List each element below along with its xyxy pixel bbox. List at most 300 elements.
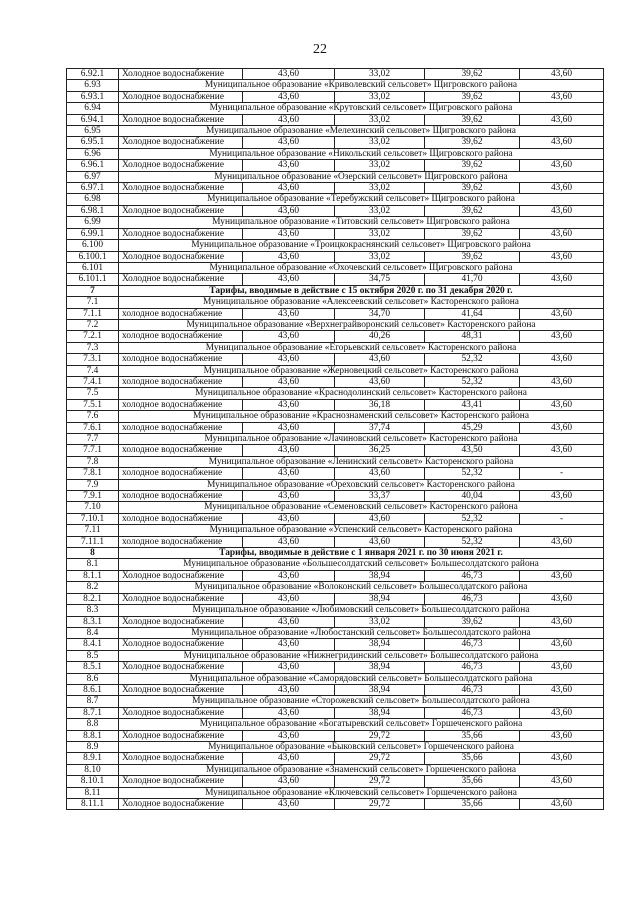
tariff-value-v1: 43,60: [243, 707, 335, 718]
tariff-value-v4: 43,60: [520, 251, 604, 262]
row-number: 6.95: [67, 126, 119, 137]
tariff-row: [67, 183, 604, 194]
service-name: холодное водоснабжение: [119, 331, 243, 342]
tariff-value-v2: 34,75: [335, 274, 425, 285]
tariff-value-v1: 43,60: [243, 445, 335, 456]
row-number: 7.7: [67, 434, 119, 445]
tariff-value-v1: 43,60: [243, 331, 335, 342]
row-number: 6.96.1: [67, 160, 119, 171]
tariff-value-v1: 43,60: [243, 662, 335, 673]
municipality-title: Муниципальное образование «Охочевский сельсовет» Щигровского района: [119, 262, 604, 273]
tariff-value-v2: 36,25: [335, 445, 425, 456]
tariff-value-v1: 43,60: [243, 205, 335, 216]
row-number: 8.5.1: [67, 662, 119, 673]
row-number: 6.98: [67, 194, 119, 205]
row-number: 8.3: [67, 605, 119, 616]
tariff-value-v3: 45,29: [425, 422, 520, 433]
row-number: 7.6.1: [67, 422, 119, 433]
municipality-title: Муниципальное образование «Жерновецкий сельсовет» Касторенского района: [119, 365, 604, 376]
tariff-value-v1: 43,60: [243, 593, 335, 604]
municipality-title: Муниципальное образование «Озерский сельсовет» Щигровского района: [119, 171, 604, 182]
municipality-row: [67, 456, 604, 467]
tariff-value-v3: 39,62: [425, 160, 520, 171]
tariff-row: [67, 274, 604, 285]
tariff-value-v2: 43,60: [335, 513, 425, 524]
municipality-title: Муниципальное образование «Титовский сельсовет» Щигровского района: [119, 217, 604, 228]
tariff-value-v2: 33,37: [335, 491, 425, 502]
municipality-title: Муниципальное образование «Быковский сельсовет» Горшеченского района: [119, 741, 604, 752]
tariff-value-v3: 35,66: [425, 799, 520, 810]
service-name: Холодное водоснабжение: [119, 639, 243, 650]
tariff-row: [67, 593, 604, 604]
tariff-value-v3: 46,73: [425, 593, 520, 604]
municipality-title: Муниципальное образование «Любостанский сельсовет» Большесолдатского района: [119, 627, 604, 638]
row-number: 8.8.1: [67, 730, 119, 741]
tariff-value-v4: 43,60: [520, 183, 604, 194]
tariff-row: [67, 445, 604, 456]
municipality-row: [67, 80, 604, 91]
tariff-value-v2: 33,02: [335, 114, 425, 125]
municipality-title: Муниципальное образование «Ленинский сельсовет» Касторенского района: [119, 456, 604, 467]
tariff-value-v1: 43,60: [243, 776, 335, 787]
municipality-row: [67, 627, 604, 638]
tariff-value-v2: 33,02: [335, 137, 425, 148]
municipality-row: [67, 217, 604, 228]
service-name: Холодное водоснабжение: [119, 69, 243, 80]
tariff-value-v3: 46,73: [425, 662, 520, 673]
tariff-value-v1: 43,60: [243, 308, 335, 319]
service-name: холодное водоснабжение: [119, 536, 243, 547]
municipality-row: [67, 673, 604, 684]
tariff-value-v3: 46,73: [425, 707, 520, 718]
tariff-value-v1: 43,60: [243, 799, 335, 810]
tariff-value-v4: 43,60: [520, 69, 604, 80]
row-number: 8.4.1: [67, 639, 119, 650]
tariff-value-v3: 39,62: [425, 91, 520, 102]
tariff-value-v1: 43,60: [243, 376, 335, 387]
municipality-row: [67, 650, 604, 661]
tariff-value-v3: 40,04: [425, 491, 520, 502]
tariff-value-v4: 43,60: [520, 91, 604, 102]
municipality-row: [67, 262, 604, 273]
tariff-value-v1: 43,60: [243, 753, 335, 764]
tariff-row: [67, 137, 604, 148]
municipality-row: [67, 741, 604, 752]
service-name: Холодное водоснабжение: [119, 183, 243, 194]
municipality-row: [67, 342, 604, 353]
tariff-value-v3: 41,64: [425, 308, 520, 319]
tariff-value-v2: 29,72: [335, 799, 425, 810]
service-name: холодное водоснабжение: [119, 308, 243, 319]
municipality-title: Муниципальное образование «Волоконский сельсовет» Большесолдатского района: [119, 582, 604, 593]
row-number: 6.99: [67, 217, 119, 228]
tariff-value-v4: 43,60: [520, 730, 604, 741]
municipality-row: [67, 126, 604, 137]
tariff-value-v1: 43,60: [243, 616, 335, 627]
service-name: холодное водоснабжение: [119, 422, 243, 433]
tariff-value-v3: 46,73: [425, 684, 520, 695]
tariff-value-v3: 43,41: [425, 399, 520, 410]
municipality-title: Муниципальное образование «Краснознаменский сельсовет» Касторенского района: [119, 411, 604, 422]
municipality-title: Муниципальное образование «Сторожевский сельсовет» Большесолдатского района: [119, 696, 604, 707]
tariff-value-v4: 43,60: [520, 274, 604, 285]
municipality-title: Муниципальное образование «Большесолдатский сельсовет» Большесолдатского района: [119, 559, 604, 570]
row-number: 8.3.1: [67, 616, 119, 627]
tariff-value-v1: 43,60: [243, 422, 335, 433]
municipality-row: [67, 194, 604, 205]
row-number: 7.11: [67, 525, 119, 536]
section-header-row: [67, 285, 604, 296]
municipality-row: [67, 411, 604, 422]
tariff-value-v4: 43,60: [520, 707, 604, 718]
tariff-value-v2: 33,02: [335, 228, 425, 239]
municipality-row: [67, 171, 604, 182]
row-number: 6.100.1: [67, 251, 119, 262]
service-name: холодное водоснабжение: [119, 376, 243, 387]
tariff-value-v2: 33,02: [335, 205, 425, 216]
tariff-value-v1: 43,60: [243, 251, 335, 262]
tariff-value-v2: 29,72: [335, 776, 425, 787]
tariff-value-v1: 43,60: [243, 684, 335, 695]
row-number: 7.11.1: [67, 536, 119, 547]
tariff-value-v2: 33,02: [335, 69, 425, 80]
tariff-value-v3: 39,62: [425, 616, 520, 627]
tariff-value-v3: 43,50: [425, 445, 520, 456]
municipality-title: Муниципальное образование «Верхнеграйворонский сельсовет» Касторенского района: [119, 319, 604, 330]
row-number: 7.3.1: [67, 354, 119, 365]
service-name: Холодное водоснабжение: [119, 707, 243, 718]
tariff-value-v2: 38,94: [335, 684, 425, 695]
row-number: 7.3: [67, 342, 119, 353]
tariff-value-v2: 33,02: [335, 616, 425, 627]
tariff-row: [67, 228, 604, 239]
tariff-value-v2: 43,60: [335, 376, 425, 387]
municipality-row: [67, 525, 604, 536]
tariff-value-v3: 52,32: [425, 536, 520, 547]
municipality-row: [67, 319, 604, 330]
tariff-value-v4: -: [520, 468, 604, 479]
row-number: 8.2.1: [67, 593, 119, 604]
tariff-value-v4: 43,60: [520, 445, 604, 456]
row-number: 8.10.1: [67, 776, 119, 787]
tariff-value-v3: 39,62: [425, 69, 520, 80]
tariff-value-v2: 29,72: [335, 730, 425, 741]
municipality-row: [67, 365, 604, 376]
row-number: 8.11.1: [67, 799, 119, 810]
tariff-value-v4: 43,60: [520, 753, 604, 764]
row-number: 7.8: [67, 456, 119, 467]
municipality-row: [67, 240, 604, 251]
tariff-value-v2: 36,18: [335, 399, 425, 410]
row-number: 6.99.1: [67, 228, 119, 239]
tariff-value-v2: 33,02: [335, 160, 425, 171]
row-number: 6.93.1: [67, 91, 119, 102]
municipality-row: [67, 787, 604, 798]
municipality-row: [67, 479, 604, 490]
tariff-value-v1: 43,60: [243, 183, 335, 194]
tariff-value-v1: 43,60: [243, 114, 335, 125]
tariff-row: [67, 114, 604, 125]
tariff-value-v4: 43,60: [520, 354, 604, 365]
row-number: 6.96: [67, 148, 119, 159]
municipality-title: Муниципальное образование «Нижнегридинский сельсовет» Большесолдатского района: [119, 650, 604, 661]
tariff-value-v4: 43,60: [520, 205, 604, 216]
service-name: Холодное водоснабжение: [119, 114, 243, 125]
service-name: Холодное водоснабжение: [119, 205, 243, 216]
row-number: 8.11: [67, 787, 119, 798]
tariff-row: [67, 776, 604, 787]
tariff-value-v3: 35,66: [425, 753, 520, 764]
tariff-value-v4: 43,60: [520, 376, 604, 387]
service-name: Холодное водоснабжение: [119, 91, 243, 102]
tariff-value-v2: 34,70: [335, 308, 425, 319]
municipality-row: [67, 764, 604, 775]
tariff-value-v4: 43,60: [520, 331, 604, 342]
tariff-row: [67, 491, 604, 502]
tariff-value-v3: 46,73: [425, 639, 520, 650]
row-number: 8.1.1: [67, 570, 119, 581]
municipality-row: [67, 388, 604, 399]
municipality-title: Муниципальное образование «Троицкокраснянский сельсовет» Щигровского района: [119, 240, 604, 251]
tariff-row: [67, 730, 604, 741]
row-number: 7.10: [67, 502, 119, 513]
tariff-value-v2: 40,26: [335, 331, 425, 342]
service-name: Холодное водоснабжение: [119, 753, 243, 764]
tariff-value-v1: 43,60: [243, 354, 335, 365]
row-number: 8.7.1: [67, 707, 119, 718]
tariff-value-v1: 43,60: [243, 399, 335, 410]
municipality-row: [67, 696, 604, 707]
tariff-value-v3: 39,62: [425, 205, 520, 216]
tariff-value-v1: 43,60: [243, 730, 335, 741]
municipality-title: Муниципальное образование «Мелехинский сельсовет» Щигровского района: [119, 126, 604, 137]
tariff-value-v3: 39,62: [425, 137, 520, 148]
tariff-value-v4: 43,60: [520, 491, 604, 502]
tariff-row: [67, 468, 604, 479]
tariff-value-v1: 43,60: [243, 468, 335, 479]
tariff-row: [67, 753, 604, 764]
tariff-value-v3: 52,32: [425, 376, 520, 387]
tariff-row: [67, 160, 604, 171]
tariff-value-v4: 43,60: [520, 536, 604, 547]
tariff-value-v3: 48,31: [425, 331, 520, 342]
service-name: Холодное водоснабжение: [119, 160, 243, 171]
row-number: 7.1.1: [67, 308, 119, 319]
municipality-title: Муниципальное образование «Криволевский сельсовет» Щигровского района: [119, 80, 604, 91]
tariff-row: [67, 707, 604, 718]
municipality-title: Муниципальное образование «Любимовский сельсовет» Большесолдатского района: [119, 605, 604, 616]
row-number: 8.5: [67, 650, 119, 661]
row-number: 6.97: [67, 171, 119, 182]
service-name: Холодное водоснабжение: [119, 776, 243, 787]
municipality-row: [67, 434, 604, 445]
service-name: Холодное водоснабжение: [119, 730, 243, 741]
tariff-value-v2: 43,60: [335, 468, 425, 479]
row-number: 8.7: [67, 696, 119, 707]
service-name: холодное водоснабжение: [119, 513, 243, 524]
municipality-title: Муниципальное образование «Ореховский сельсовет» Касторенского района: [119, 479, 604, 490]
municipality-title: Муниципальное образование «Лачиновский сельсовет» Касторенского района: [119, 434, 604, 445]
row-number: 7.5: [67, 388, 119, 399]
tariff-value-v3: 52,32: [425, 513, 520, 524]
tariff-value-v3: 39,62: [425, 251, 520, 262]
municipality-title: Муниципальное образование «Успенский сельсовет» Касторенского района: [119, 525, 604, 536]
service-name: холодное водоснабжение: [119, 445, 243, 456]
tariff-row: [67, 799, 604, 810]
row-number: 7.7.1: [67, 445, 119, 456]
tariff-value-v1: 43,60: [243, 536, 335, 547]
tariff-value-v1: 43,60: [243, 639, 335, 650]
tariff-value-v4: 43,60: [520, 684, 604, 695]
tariff-row: [67, 399, 604, 410]
tariff-value-v4: 43,60: [520, 114, 604, 125]
tariff-value-v4: 43,60: [520, 776, 604, 787]
tariff-value-v2: 33,02: [335, 91, 425, 102]
municipality-row: [67, 103, 604, 114]
row-number: 6.94.1: [67, 114, 119, 125]
tariff-row: [67, 354, 604, 365]
municipality-title: Муниципальное образование «Крутовский сельсовет» Щигровского района: [119, 103, 604, 114]
row-number: 8.8: [67, 719, 119, 730]
tariff-value-v1: 43,60: [243, 228, 335, 239]
tariff-value-v4: -: [520, 513, 604, 524]
municipality-title: Муниципальное образование «Егорьевский сельсовет» Касторенского района: [119, 342, 604, 353]
service-name: Холодное водоснабжение: [119, 684, 243, 695]
row-number: 6.92.1: [67, 69, 119, 80]
service-name: Холодное водоснабжение: [119, 137, 243, 148]
tariff-value-v2: 33,02: [335, 251, 425, 262]
municipality-row: [67, 719, 604, 730]
tariff-value-v1: 43,60: [243, 137, 335, 148]
row-number: 7.2.1: [67, 331, 119, 342]
row-number: 7.4: [67, 365, 119, 376]
row-number: 8.10: [67, 764, 119, 775]
row-number: 7.1: [67, 297, 119, 308]
row-number: 6.94: [67, 103, 119, 114]
tariff-value-v4: 43,60: [520, 137, 604, 148]
tariff-row: [67, 91, 604, 102]
tariff-value-v2: 29,72: [335, 753, 425, 764]
municipality-row: [67, 297, 604, 308]
tariff-value-v3: 52,32: [425, 468, 520, 479]
municipality-row: [67, 559, 604, 570]
row-number: 6.97.1: [67, 183, 119, 194]
service-name: Холодное водоснабжение: [119, 251, 243, 262]
tariff-value-v3: 35,66: [425, 730, 520, 741]
tariff-value-v3: 39,62: [425, 183, 520, 194]
municipality-title: Муниципальное образование «Ключевский сельсовет» Горшеченского района: [119, 787, 604, 798]
municipality-title: Муниципальное образование «Алексеевский сельсовет» Касторенского района: [119, 297, 604, 308]
section-title: Тарифы, вводимые в действие с 15 октября 2020 г. по 31 декабря 2020 г.: [119, 285, 604, 296]
row-number: 8: [67, 548, 119, 559]
service-name: холодное водоснабжение: [119, 354, 243, 365]
tariff-value-v4: 43,60: [520, 228, 604, 239]
municipality-row: [67, 148, 604, 159]
row-number: 8.4: [67, 627, 119, 638]
row-number: 6.100: [67, 240, 119, 251]
service-name: Холодное водоснабжение: [119, 616, 243, 627]
tariff-row: [67, 684, 604, 695]
tariff-table-body: [67, 69, 604, 810]
tariff-row: [67, 513, 604, 524]
row-number: 7.5.1: [67, 399, 119, 410]
tariff-value-v1: 43,60: [243, 491, 335, 502]
tariff-value-v3: 41,70: [425, 274, 520, 285]
municipality-title: Муниципальное образование «Теребужский сельсовет» Щигровского района: [119, 194, 604, 205]
section-title: Тарифы, вводимые в действие с 1 января 2021 г. по 30 июня 2021 г.: [119, 548, 604, 559]
tariff-value-v1: 43,60: [243, 274, 335, 285]
tariff-value-v1: 43,60: [243, 69, 335, 80]
tariff-value-v4: 43,60: [520, 308, 604, 319]
tariff-value-v4: 43,60: [520, 616, 604, 627]
tariff-value-v4: 43,60: [520, 399, 604, 410]
row-number: 6.101.1: [67, 274, 119, 285]
tariff-value-v4: 43,60: [520, 422, 604, 433]
tariff-value-v4: 43,60: [520, 799, 604, 810]
tariff-row: [67, 331, 604, 342]
row-number: 6.93: [67, 80, 119, 91]
municipality-title: Муниципальное образование «Богатыревский сельсовет» Горшеченского района: [119, 719, 604, 730]
tariff-row: [67, 69, 604, 80]
tariff-row: [67, 536, 604, 547]
row-number: 8.2: [67, 582, 119, 593]
tariff-value-v2: 43,60: [335, 536, 425, 547]
row-number: 8.9: [67, 741, 119, 752]
tariff-value-v2: 38,94: [335, 570, 425, 581]
municipality-title: Муниципальное образование «Никольский сельсовет» Щигровского района: [119, 148, 604, 159]
service-name: холодное водоснабжение: [119, 468, 243, 479]
tariff-value-v1: 43,60: [243, 91, 335, 102]
tariff-value-v2: 33,02: [335, 183, 425, 194]
row-number: 8.9.1: [67, 753, 119, 764]
row-number: 8.6: [67, 673, 119, 684]
municipality-title: Муниципальное образование «Саморядовский сельсовет» Большесолдатского района: [119, 673, 604, 684]
tariff-value-v3: 52,32: [425, 354, 520, 365]
service-name: холодное водоснабжение: [119, 399, 243, 410]
tariff-value-v3: 39,62: [425, 228, 520, 239]
row-number: 6.101: [67, 262, 119, 273]
tariff-row: [67, 422, 604, 433]
row-number: 7.9: [67, 479, 119, 490]
municipality-title: Муниципальное образование «Краснодолинский сельсовет» Касторенского района: [119, 388, 604, 399]
row-number: 7.2: [67, 319, 119, 330]
row-number: 6.95.1: [67, 137, 119, 148]
tariff-row: [67, 570, 604, 581]
tariff-value-v1: 43,60: [243, 160, 335, 171]
tariff-row: [67, 251, 604, 262]
tariff-value-v2: 38,94: [335, 707, 425, 718]
tariff-value-v2: 38,94: [335, 662, 425, 673]
service-name: холодное водоснабжение: [119, 491, 243, 502]
tariff-value-v1: 43,60: [243, 570, 335, 581]
service-name: Холодное водоснабжение: [119, 228, 243, 239]
tariff-row: [67, 662, 604, 673]
tariff-value-v4: 43,60: [520, 639, 604, 650]
row-number: 8.1: [67, 559, 119, 570]
tariff-value-v4: 43,60: [520, 593, 604, 604]
tariff-value-v4: 43,60: [520, 570, 604, 581]
tariff-value-v4: 43,60: [520, 662, 604, 673]
municipality-row: [67, 605, 604, 616]
service-name: Холодное водоснабжение: [119, 570, 243, 581]
service-name: Холодное водоснабжение: [119, 799, 243, 810]
tariff-value-v2: 37,74: [335, 422, 425, 433]
row-number: 7.9.1: [67, 491, 119, 502]
row-number: 8.6.1: [67, 684, 119, 695]
service-name: Холодное водоснабжение: [119, 593, 243, 604]
tariff-value-v4: 43,60: [520, 160, 604, 171]
tariff-row: [67, 639, 604, 650]
